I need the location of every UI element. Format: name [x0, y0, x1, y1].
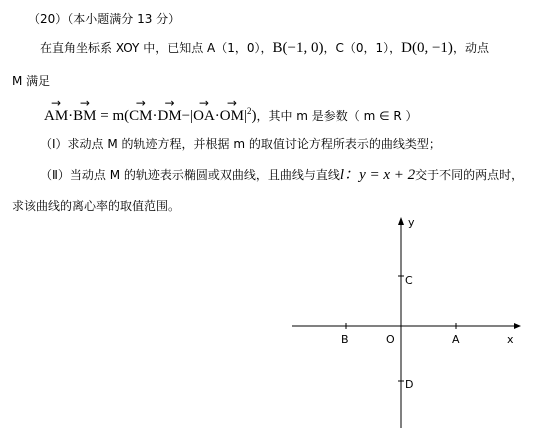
vector-am: → AM — [44, 108, 68, 124]
line-equation: y = x + 2 — [359, 167, 416, 183]
vector-om: → OM — [220, 108, 244, 124]
x-axis-arrow — [514, 323, 521, 329]
y-axis-label: y — [408, 216, 415, 229]
vector-oa: → OA — [193, 108, 215, 124]
vector-bm: → BM — [73, 108, 96, 124]
exponent-2: 2 — [246, 106, 252, 116]
line-l-label: l： — [339, 167, 360, 183]
dot-2: · — [152, 108, 158, 124]
abs-close: | — [243, 108, 247, 124]
point-d-coords: D(0, −1) — [401, 40, 453, 56]
intro-continuation: M 满足 — [12, 74, 51, 88]
origin-label: O — [386, 333, 395, 346]
problem-header: （20）（本小题满分 13 分） — [28, 12, 181, 26]
equals-m: = m( — [96, 108, 130, 124]
minus-abs: −| — [181, 108, 194, 124]
intro-prefix: 在直角坐标系 XOY 中，已知点 A（1，0）， — [40, 41, 273, 55]
part-2-continuation: 求该曲线的离心率的取值范围。 — [12, 199, 181, 213]
dot-1: · — [68, 108, 74, 124]
close-paren: ) — [251, 108, 257, 124]
part-1: （Ⅰ）求动点 M 的轨迹方程，并根据 m 的取值讨论方程所表示的曲线类型； — [40, 137, 441, 151]
point-d-label: D — [405, 378, 414, 391]
x-axis-label: x — [507, 333, 514, 346]
dot-3: · — [214, 108, 220, 124]
vector-dm: → DM — [157, 108, 181, 124]
separator: ， — [323, 41, 336, 55]
point-b-coords: B(−1, 0) — [272, 40, 324, 56]
point-c-coords: C（0，1）， — [335, 41, 402, 55]
part-2-suffix: 交于不同的两点时， — [415, 168, 524, 182]
point-a-label: A — [452, 333, 460, 346]
vector-cm: → CM — [129, 108, 152, 124]
intro-suffix: ，动点 — [452, 41, 489, 55]
point-b-label: B — [341, 333, 349, 346]
equation-suffix: ，其中 m 是参数（ m ∈ R ） — [256, 109, 418, 123]
part-2-prefix: （Ⅱ）当动点 M 的轨迹表示椭圆或双曲线，且曲线与直线 — [40, 168, 340, 182]
point-c-label: C — [405, 274, 413, 287]
y-axis-arrow — [398, 217, 404, 225]
